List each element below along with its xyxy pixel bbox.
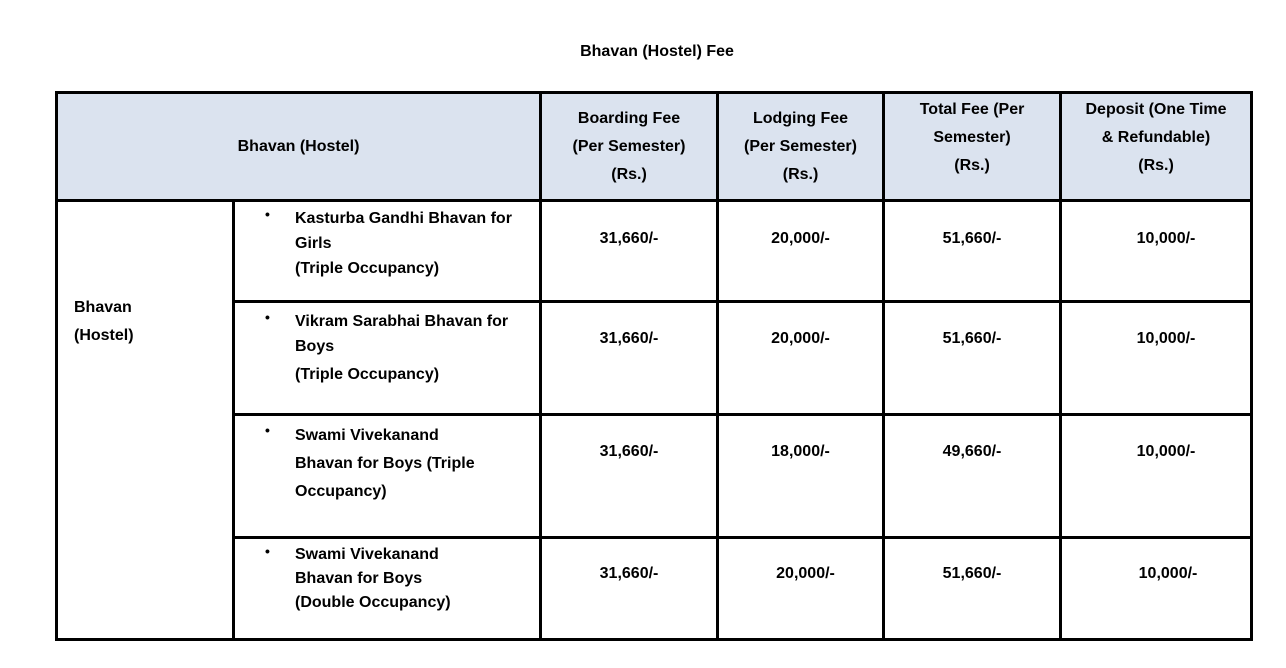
group-label-cell: Bhavan (Hostel) bbox=[57, 201, 234, 640]
deposit-cell: 10,000/- bbox=[1061, 302, 1252, 415]
header-row bbox=[57, 93, 1252, 201]
hostel-name-cell: • Vikram Sarabhai Bhavan for Boys (Triple Occupancy) bbox=[234, 302, 541, 415]
header-deposit: Deposit (One Time & Refundable) (Rs.) bbox=[1061, 93, 1252, 201]
hostel-fee-table bbox=[55, 91, 1253, 641]
lodging-fee-cell: 20,000/- bbox=[718, 538, 884, 640]
boarding-fee-cell: 31,660/- bbox=[541, 302, 718, 415]
hostel-name-cell: • Swami Vivekanand Bhavan for Boys (Double Occupancy) bbox=[234, 538, 541, 640]
deposit-cell: 10,000/- bbox=[1061, 201, 1252, 302]
lodging-fee-cell: 20,000/- bbox=[718, 201, 884, 302]
total-fee-cell: 51,660/- bbox=[884, 201, 1061, 302]
table-row bbox=[57, 538, 1252, 640]
header-lodging-fee: Lodging Fee (Per Semester) (Rs.) bbox=[718, 93, 884, 201]
total-fee-cell: 51,660/- bbox=[884, 538, 1061, 640]
boarding-fee-cell: 31,660/- bbox=[541, 415, 718, 538]
table-row bbox=[57, 415, 1252, 538]
deposit-cell: 10,000/- bbox=[1061, 538, 1252, 640]
bullet-icon: • bbox=[265, 206, 270, 222]
table-row bbox=[57, 302, 1252, 415]
boarding-fee-cell: 31,660/- bbox=[541, 201, 718, 302]
boarding-fee-cell: 31,660/- bbox=[541, 538, 718, 640]
deposit-cell: 10,000/- bbox=[1061, 415, 1252, 538]
total-fee-cell: 51,660/- bbox=[884, 302, 1061, 415]
bullet-icon: • bbox=[265, 543, 270, 559]
hostel-name-cell: • Kasturba Gandhi Bhavan for Girls (Triple Occupancy) bbox=[234, 201, 541, 302]
header-boarding-fee: Boarding Fee (Per Semester) (Rs.) bbox=[541, 93, 718, 201]
document-title: Bhavan (Hostel) Fee bbox=[580, 43, 734, 60]
bullet-icon: • bbox=[265, 422, 270, 438]
bullet-icon: • bbox=[265, 309, 270, 325]
lodging-fee-cell: 20,000/- bbox=[718, 302, 884, 415]
hostel-name-cell: • Swami Vivekanand Bhavan for Boys (Triple Occupancy) bbox=[234, 415, 541, 538]
table-row bbox=[57, 201, 1252, 302]
total-fee-cell: 49,660/- bbox=[884, 415, 1061, 538]
lodging-fee-cell: 18,000/- bbox=[718, 415, 884, 538]
header-bhavan: Bhavan (Hostel) bbox=[57, 93, 541, 201]
header-total-fee: Total Fee (Per Semester) (Rs.) bbox=[884, 93, 1061, 201]
